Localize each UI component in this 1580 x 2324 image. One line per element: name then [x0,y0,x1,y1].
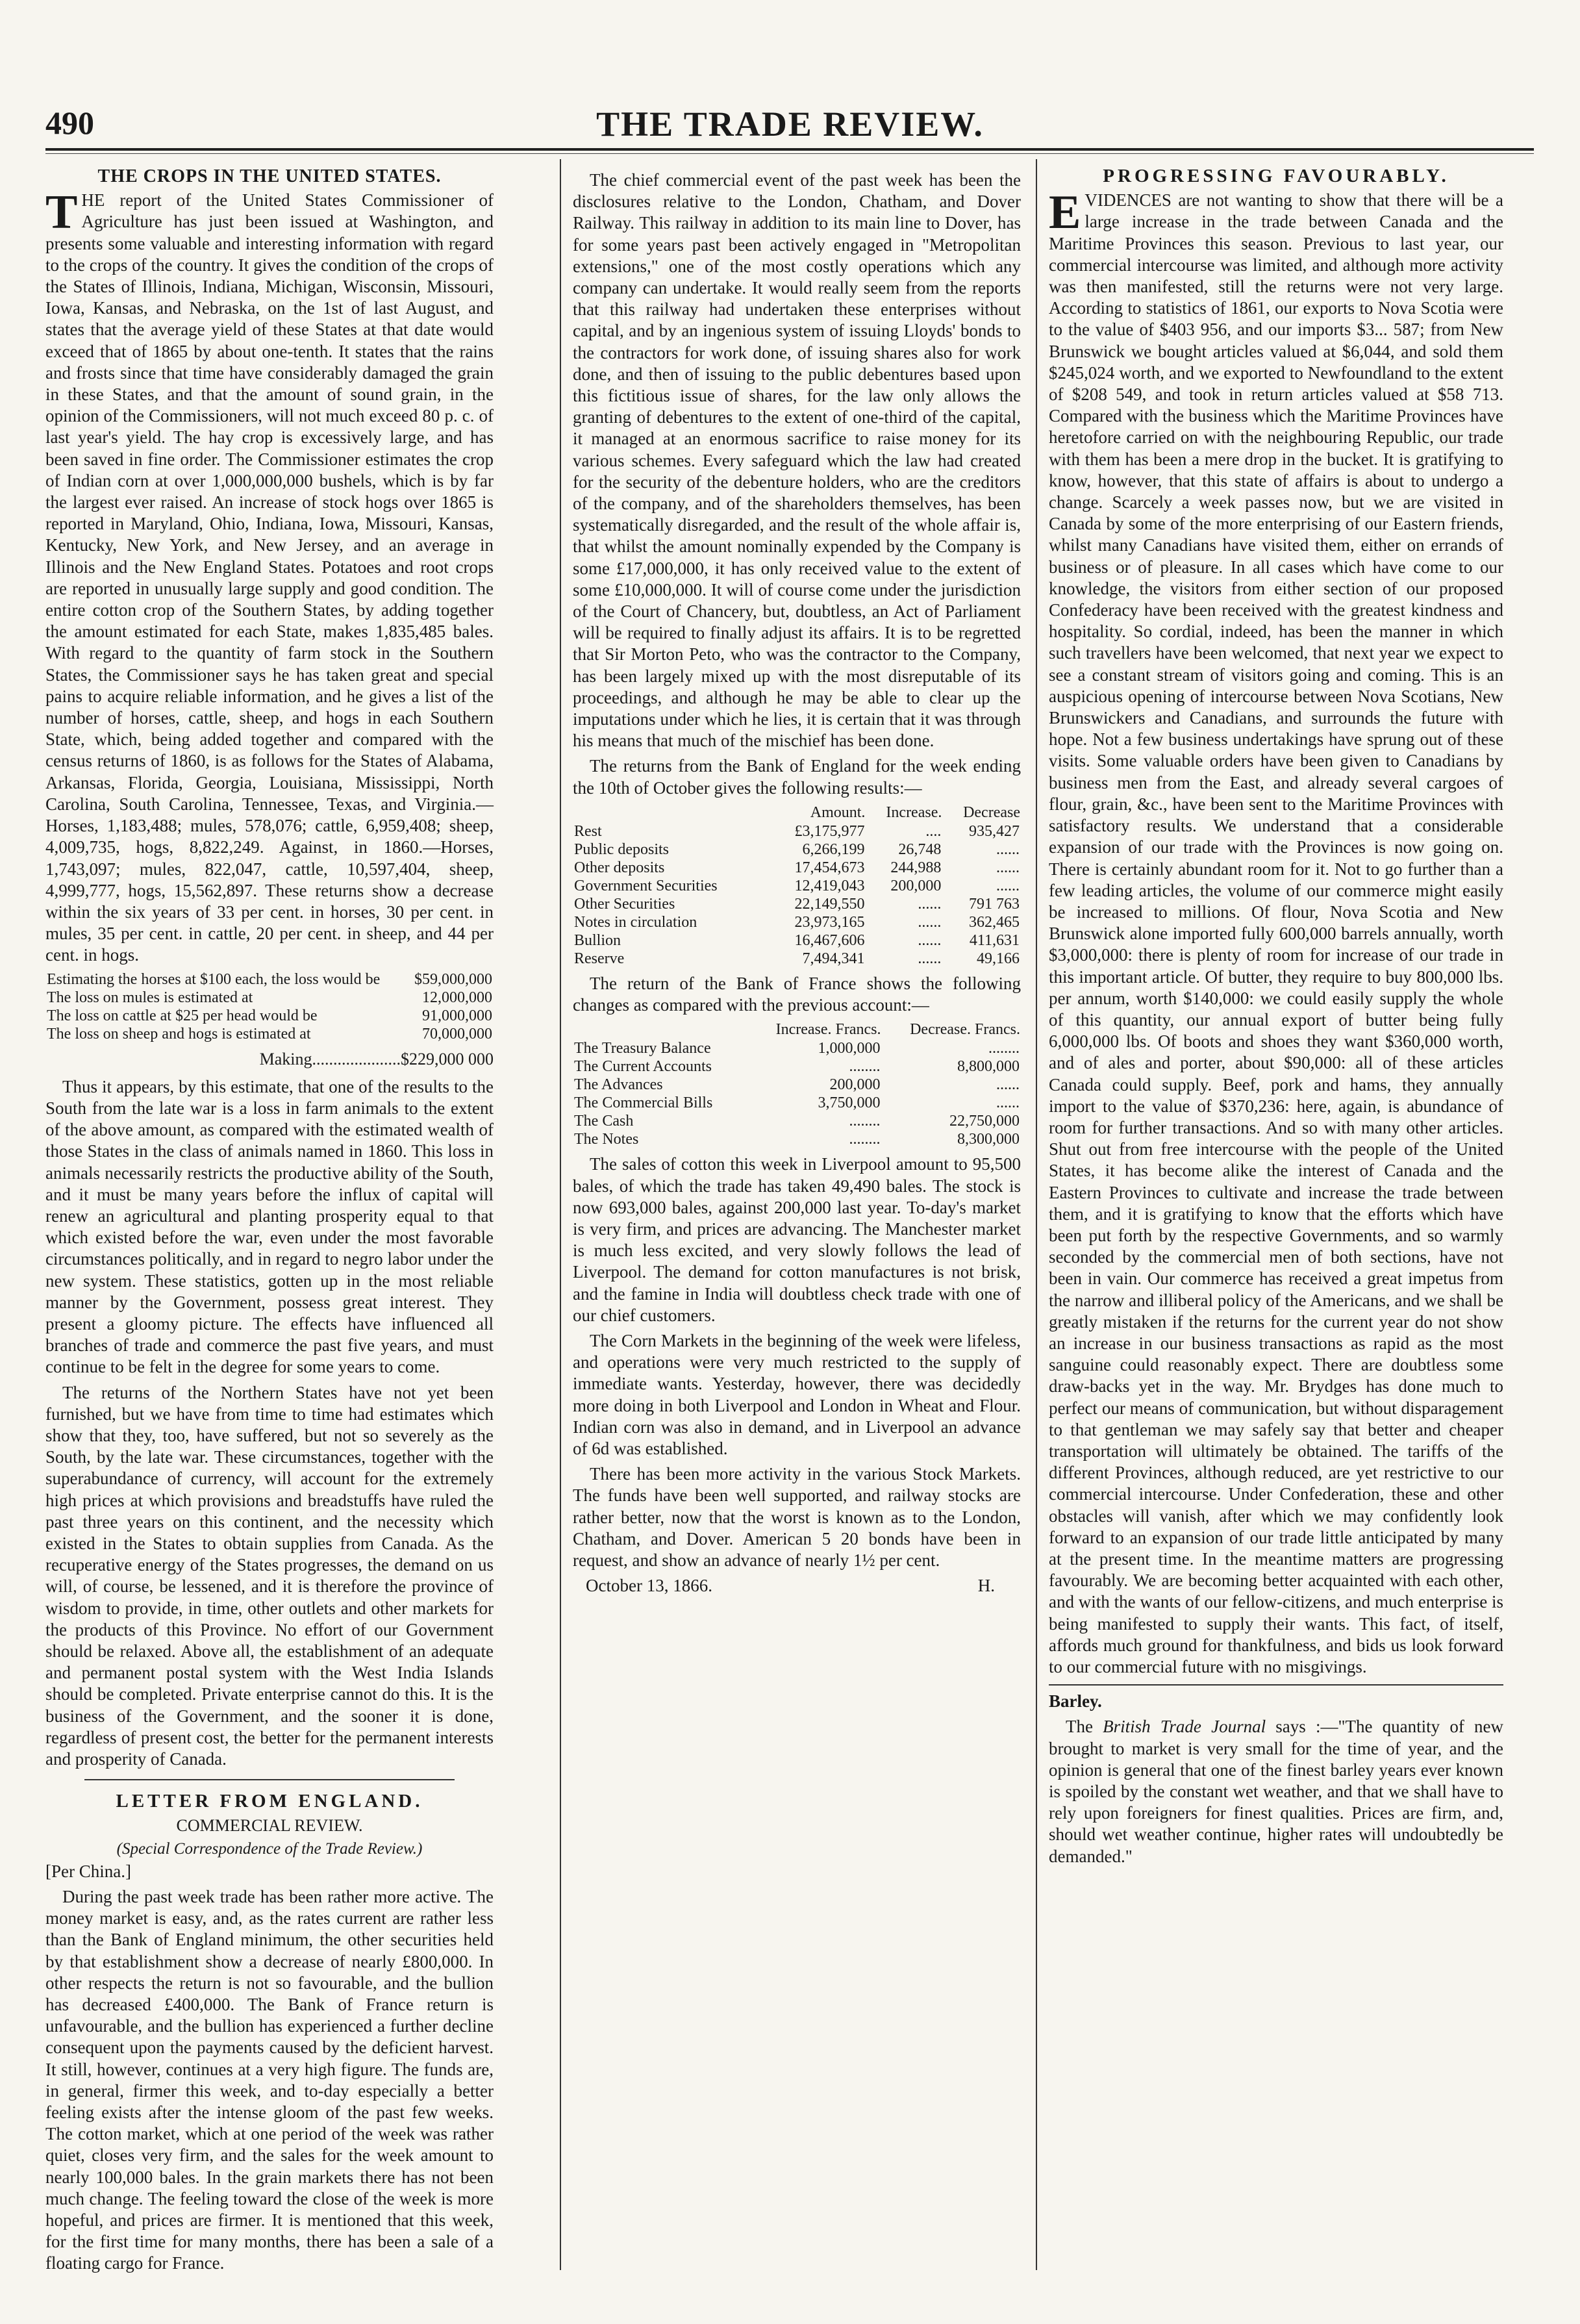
letter-initial: H. [977,1576,995,1596]
column-divider [560,159,561,2270]
article-separator [84,1779,455,1780]
table-cell: 16,467,606 [794,931,865,949]
estimate-value: 70,000,000 [422,1025,492,1042]
table-cell: ...... [918,913,942,931]
table-cell: 200,000 [829,1076,881,1094]
letter-date: October 13, 1866. [586,1576,712,1596]
table-cell: 362,465 [969,913,1020,931]
table-cell: 12,419,043 [794,877,865,894]
progress-text-1: VIDENCES are not wanting to show that there will be a large increase in the trade between Canada and the Maritime Provinces this season. Previous to last year, our commercial intercourse was limited, and although more activity was then manifested, still the returns were not very large. According to statistics of 1861, our exports to Nova Scotia were to the value of $403 956, and our imports $3... 587; from New Brunswick we bought articles valued at $6,044, and sold them $245,024 worth, and we exported to Newfoundland to the extent of $208 549, and took in return articles valued at $58 713. Compared with the business which the Maritime Provinces have heretofore carried on with the neighbouring Republic, our trade with them has been a mere drop in the bucket. It is gratifying to know, however, that this state of affairs is about to undergo a change. Scarcely a week passes now, but we are visited in Canada by some of the more enterprising of our Eastern friends, whilst many Canadians have visited them, either on errands of business or of pleasure. In all cases which have come to our knowledge, the visitors from either section of our proposed Confederacy have been received with the greatest kindness and hospitality. So cordial, indeed, has been the manner in which such travellers have been welcomed, that next year we expect to see a constant stream of visitors going and coming. This is an auspicious opening of intercourse between Nova Scotians, New Brunswickers and Canadians, and surrounds the future with hope. Not a few business undertakings have sprung out of these visits. Some valuable orders have been given to Canadians by business men from the East, and already several cargoes of flour, grain, &c., have been sent to the Maritime Provinces with satisfactory results. We understand that a considerable expansion of our trade with the Provinces is now going on. There is certainly abundant room for it. Not to go further than a few leading articles, the volume of our commerce might easily be increased to millions. Of flour, Nova Scotia and New Brunswick alone imported fully 600,000 barrels annually, worth $3,000,000: there is plenty of room for increase of our trade in this important article. Of butter, they require to buy 800,000 lbs. per annum, worth $140,000: we could easily supply the whole of this quantity, our annual export of butter being fully 6,000,000 lbs. Of boots and shoes they want $360,000 worth, and of ales and porter, about $90,000: all of these articles Canada could supply. Beef, pork and hams, they annually import to the value of $370,236: here, again, is abundance of room for further transactions. And so with many other articles. Shut out from free intercourse with the people of the United States, it has become alike the interest of Canada and the Eastern Provinces to cultivate and increase the trade between them, and it is gratifying to know that the efforts which have been put forth by the respective Governments, and so warmly seconded by the commercial men of both sections, have not been in vain. Our commerce has received a great impetus from the narrow and illiberal policy of the Americans, and we shall be greatly mistaken if the returns for the current year do not show an increase in our business transactions as rapid as the most sanguine could reasonably expect. There are doubtless some draw-backs yet in the way. Mr. Brydges has done much to perfect our means of communication, but without disparagement to that gentleman we may safely say that better and cheaper transportation will ultimately be obtained. The tariffs of the different Provinces, although reduced, are yet restrictive to our commercial intercourse. Under Confederation, these and other obstacles will vanish, after which we may confidently look forward to an expansion of our trade little anticipated by many at the present time. In the meantime matters are progressing favourably. We are becoming better acquainted with each other, and with the wants of our fellow-citizens, and much enterprise is being manifested to supply their wants. This fact, of itself, affords much ground for thankfulness, and bids us look forward to our commercial future with no misgivings. [1049,190,1503,1677]
table-cell: ...... [996,1076,1020,1094]
table-row [573,931,1021,950]
article-title-crops: THE CROPS IN THE UNITED STATES. [97,166,442,186]
table-cell: ...... [918,895,942,913]
crops-paragraph-3: The returns of the Northern States have not yet been furnished, but we have from time to time had estimates which show that they, too, have suffered, but not so severely as the South, by the late war. These circumstances, together with the superabundance of currency, will account for the extremely high prices at which provisions and breadstuffs have ruled the past three years on this continent, and the necessity which existed in the States to obtain supplies from Canada. As the recuperative energy of the States progresses, the demand on us will, of course, be lessened, and it is therefore the province of wisdom to provide, in time, other outlets and other markets for the products of this Province. No effort of our Government should be relaxed. Above all, the establishment of an adequate and permanent postal system with the West India Islands should be completed. Private enterprise cannot do this. It is the business of the Government, and the sooner it is done, regardless of present cost, the better for the permanent interests and prosperity of Canada. [45,1382,494,1769]
table-header: Decrease. Francs. [910,1021,1020,1039]
estimate-label: The loss on sheep and hogs is estimated at [47,1025,311,1042]
table-cell: 791 763 [969,895,1020,913]
table-cell: ........ [849,1058,881,1076]
table-header: Decrease [963,803,1020,821]
table-cell: .... [925,822,942,840]
table-cell: ...... [996,840,1020,858]
table-cell: ...... [996,877,1020,894]
table-cell: 8,800,000 [957,1058,1020,1076]
table-row [573,1130,1021,1148]
table-row [573,822,1021,840]
letter-signature [573,1575,1021,1597]
table-header-blank [573,1020,749,1039]
table-cell: 26,748 [898,840,942,858]
row-label: Other Securities [574,895,675,913]
table-cell: £3,175,977 [794,822,865,840]
column-3 [1049,166,1503,1871]
table-cell: 22,750,000 [949,1113,1020,1130]
table-cell: ...... [918,950,942,967]
letter-correspondence: (Special Correspondence of the Trade Review.) [116,1839,423,1858]
row-label: The Commercial Bills [574,1094,713,1112]
row-label: The Treasury Balance [574,1040,711,1057]
letter-paragraph-2: The chief commercial event of the past week has been the disclosures relative to the London, Chatham, and Dover Railway. This railway in addition to its main line to Dover, has for some years past been actively engaged in "Metropolitan extensions," one of the most costly operations which any company can undertake. It would really seem from the reports that this railway had undertaken these enterprises without capital, and by an ingenious system of issuing Lloyds' bonds to the contractors for work done, of issuing shares also for work done, and then of issuing to the public debentures based upon this fictitious issue of shares, for the law only allows the granting of debentures to the extent of one-third of the capital, it managed at an enormous sacrifice to raise money for its various schemes. Every safeguard which the law had created for the security of the debenture holders, who are the creditors of the company, and of the shareholders themselves, has been systematically disregarded, and the result of the whole affair is, that whilst the amount nominally expended by the Company is some £17,000,000, it has only received value to the extent of some £10,000,000. It will of course come under the jurisdiction of the Court of Chancery, but, doubtless, an Act of Parliament will be required to finally adjust its affairs. It is to be regretted that Sir Morton Peto, who was the contractor to the Company, has been largely mixed up with the most disreputable of its proceedings, and although he may be able to clear up the imputations under which he lies, it is certain that it was through his means that much of the mischief has been done. [573,170,1021,751]
table-row [573,950,1021,968]
bank-france-table [573,1020,1021,1148]
table-cell: 7,494,341 [802,950,865,967]
letter-paragraph-7: There has been more activity in the various Stock Markets. The funds have been well supported, and railway stocks are rather better, now that the worst is known as to the London, Chatham, and Dover. American 5 20 bonds have been in request, and show an advance of nearly 1½ per cent. [573,1464,1021,1570]
table-cell: 22,149,550 [794,895,865,913]
column-2 [573,166,1021,1597]
letter-paragraph-5: The sales of cotton this week in Liverpool amount to 95,500 bales, of which the trade has taken 49,490 bales. The stock is now 693,000 bales, against 200,000 last year. To-day's market is very firm, and prices are advancing. The Manchester market is much less excited, and very slowly follows the lead of Liverpool. The demand for cotton manufactures is not brisk, and the famine in India will doubtless check trade with one of our chief customers. [573,1154,1021,1325]
row-label: Rest [574,822,602,840]
article-separator [1049,1684,1503,1686]
table-cell: ........ [849,1113,881,1130]
table-cell: 411,631 [969,931,1020,949]
table-cell: 3,750,000 [818,1094,881,1112]
table-cell: 1,000,000 [818,1040,881,1057]
row-label: The Advances [574,1076,663,1094]
barley-journal: British Trade Journal [1103,1717,1266,1737]
loss-estimates-table [45,970,494,1043]
estimate-value: $59,000,000 [414,970,492,988]
row-label: The Cash [574,1113,634,1130]
column-1 [45,166,494,2279]
table-row [573,1112,1021,1130]
table-row [573,840,1021,859]
estimate-value: 12,000,000 [422,989,492,1006]
table-row [45,989,494,1007]
estimate-label: The loss on mules is estimated at [47,989,253,1006]
letter-paragraph-1: During the past week trade has been rather more active. The money market is easy, and, as the rates current are rather less than the Bank of England minimum, the other securities held by that establishment show a decrease of nearly £800,000. In other respects the return is not so favourable, and the bullion has decreased £400,000. The Bank of France return is unfavourable, and the bullion has experienced a further decline consequent upon the payments caused by the deficient harvest. It still, however, continues at a very high figure. The funds are, in general, firmer this week, and to-day especially a better feeling exists after the intense gloom of the past few weeks. The cotton market, which at one period of the week was rather quiet, closes very firm, and the sales for the week amount to nearly 100,000 bales. In the grain markets there has not been much change. The feeling toward the close of the week is more hopeful, and prices are firmer. It is mentioned that this week, for the first time for many months, there has been a sale of a floating cargo for France. [45,1887,494,2273]
table-cell: 8,300,000 [957,1131,1020,1148]
loss-total: Making.....................$229,000 000 [259,1049,494,1068]
barley-lead: The [1066,1717,1103,1737]
row-label: Government Securities [574,877,718,894]
progress-paragraph-1 [1049,186,1503,1678]
page-number: 490 [45,105,94,141]
letter-paragraph-3: The returns from the Bank of England for the week ending the 10th of October gives the following results:— [573,756,1021,798]
table-row [573,1057,1021,1076]
row-label: The Current Accounts [574,1058,712,1076]
row-label: The Notes [574,1131,639,1148]
table-row [573,895,1021,913]
drop-cap: T [45,186,78,240]
estimate-label: Estimating the horses at $100 each, the loss would be [47,970,381,988]
article-title-letter: LETTER FROM ENGLAND. [116,1791,423,1812]
table-row [573,1039,1021,1057]
row-label: Reserve [574,950,625,967]
estimate-label: The loss on cattle at $25 per head would be [47,1007,318,1024]
table-cell: ...... [996,859,1020,876]
table-header: Increase. Francs. [775,1021,881,1039]
letter-paragraph-4: The return of the Bank of France shows the following changes as compared with the previous account:— [573,973,1021,1015]
table-cell: 244,988 [890,859,942,876]
table-cell: ...... [996,1094,1020,1112]
table-header-blank [573,803,768,822]
table-row [573,859,1021,877]
table-cell: 200,000 [890,877,942,894]
column-divider [1036,159,1037,2270]
table-row [573,913,1021,931]
crops-text-1: HE report of the United States Commissioner of Agriculture has just been issued at Washington, and presents some valuable and interesting information with regard to the crops of the country. It gives the condition of the crops of the States of Illinois, Indiana, Michigan, Wisconsin, Missouri, Iowa, Kansas, and Nebraska, on the 1st of last August, and states that the average yield of these States at that date would exceed that of 1865 by about one-tenth. It states that the rains and frosts since that time have considerably damaged the grain in these States, and that the amount of sound grain, in the opinion of the Commissioners, will not much exceed 80 p. c. of last year's yield. The hay crop is excessively large, and has been saved in fine order. The Commissioner estimates the crop of Indian corn at over 1,000,000,000 bushels, which is by far the largest ever raised. An increase of stock hogs over 1865 is reported in Maryland, Ohio, Indiana, Iowa, Missouri, Kansas, Kentucky, New York, and New Jersey, and an average in Illinois and the New England States. Potatoes and root crops are reported in unusually large supply and good condition. The entire cotton crop of the Southern States, by adding together the amount estimated for each State, makes 1,835,485 bales. With regard to the quantity of farm stock in the Southern States, the Commissioner says he has taken great and special pains to acquire reliable information, and he gives a list of the number of horses, cattle, sheep, and hogs in each Southern State, which, being added together and compared with the census returns of 1860, is as follows for the States of Alabama, Arkansas, Florida, Georgia, Louisiana, Mississippi, North Carolina, South Carolina, Tennessee, Texas, and Virginia.—Horses, 1,183,488; mules, 578,076; cattle, 6,959,408; sheep, 4,009,735, hogs, 8,822,249. Against, in 1860.—Horses, 1,743,097; mules, 822,047, cattle, 10,597,404, sheep, 4,999,777, hogs, 15,562,897. These returns show a decrease within the six years of 33 per cent. in horses, 30 per cent. in mules, 35 per cent. in cattle, 20 per cent. in sheep, and 44 per cent. in hogs. [45,190,494,965]
table-cell: ........ [988,1040,1020,1057]
table-row [573,1094,1021,1112]
row-label: Bullion [574,931,621,949]
table-cell: 6,266,199 [802,840,865,858]
table-header: Amount. [810,803,866,821]
table-cell: ...... [918,931,942,949]
barley-title: Barley. [1049,1691,1102,1711]
barley-text: says :—"The quantity of new brought to market is very small for the time of year, and the opinion is general that one of the finest barley years ever known is spoiled by the constant wet weather, and that we shall have to rely upon foreigners for finest qualities. Prices are firm, and, should wet weather continue, higher rates will undoubtedly be demanded." [1049,1717,1503,1866]
letter-per: [Per China.] [45,1861,131,1881]
bank-england-table [573,803,1021,968]
letter-subtitle: COMMERCIAL REVIEW. [176,1816,363,1836]
drop-cap: E [1049,186,1081,240]
letter-paragraph-6: The Corn Markets in the beginning of the week were lifeless, and operations were very much restricted to the supply of immediate wants. Yesterday, however, there was decidedly more doing in both Liverpool and London in Wheat and Flour. Indian corn was also in demand, and in Liverpool an advance of 6d was established. [573,1330,1021,1458]
header-rule [45,148,1534,151]
crops-paragraph-1 [45,186,494,966]
table-header: Increase. [886,803,942,821]
article-title-progress: PROGRESSING FAVOURABLY. [1103,166,1449,186]
table-cell: ........ [849,1131,881,1148]
table-row [45,1007,494,1025]
masthead: THE TRADE REVIEW. [596,105,984,144]
table-row [45,1025,494,1043]
table-cell: 17,454,673 [794,859,865,876]
row-label: Public deposits [574,840,670,858]
barley-paragraph [1049,1716,1503,1867]
table-cell: 49,166 [977,950,1020,967]
table-row [45,970,494,989]
header-rule-thin [45,153,1534,154]
crops-paragraph-2: Thus it appears, by this estimate, that one of the results to the South from the late war is a loss in farm animals to the extent of the above amount, as compared with the estimated wealth of those States in the class of animals named in 1860. This loss in animals necessarily restricts the productive ability of the South, and it must be many years before the influx of capital will renew an agricultural and planting prosperity equal to that which existed before the war, even under the most favorable circumstances politically, and in regard to negro labor under the new system. These statistics, gotten up in the most reliable manner by the Government, possess great interest. They present a gloomy picture. The effects have influenced all branches of trade and commerce the past five years, and must continue to be felt in the degree for some years to come. [45,1076,494,1377]
row-label: Other deposits [574,859,665,876]
table-row [573,1076,1021,1094]
estimate-value: 91,000,000 [422,1007,492,1024]
table-row [573,877,1021,895]
table-cell: 935,427 [969,822,1020,840]
table-cell: 23,973,165 [794,913,865,931]
row-label: Notes in circulation [574,913,697,931]
